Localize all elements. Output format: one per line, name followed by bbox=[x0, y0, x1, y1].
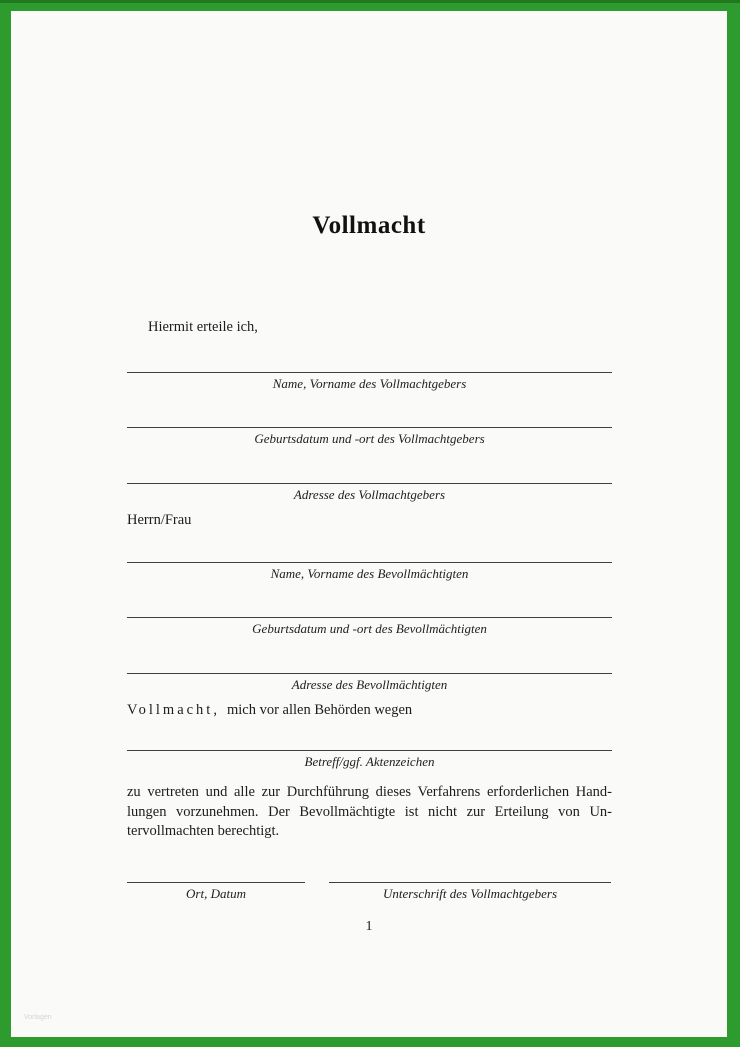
page-number: 1 bbox=[365, 919, 373, 934]
document-page bbox=[11, 11, 727, 1037]
authority-rest: mich vor allen Behörden wegen bbox=[226, 702, 413, 718]
intro-text: Hiermit erteile ich, bbox=[148, 319, 258, 335]
authority-spaced-word: Vollmacht, bbox=[127, 702, 220, 718]
field-label-agent-name: Name, Vorname des Bevollmächtigten bbox=[270, 566, 469, 581]
body-line-1: zu vertreten und alle zur Durchführung dieses Verfahrens erforderlichen Hand- bbox=[127, 784, 612, 800]
fill-in-line-grantor-address bbox=[127, 483, 612, 484]
field-label-grantor-address: Adresse des Vollmachtgebers bbox=[293, 487, 446, 502]
body-line-3: tervollmachten berechtigt. bbox=[127, 823, 280, 839]
signature-line-place-date bbox=[127, 882, 305, 883]
fill-in-line-subject bbox=[127, 750, 612, 751]
authority-sentence bbox=[127, 701, 412, 720]
fill-in-line-grantor-name bbox=[127, 372, 612, 373]
fill-in-line-agent-address bbox=[127, 673, 612, 674]
field-label-agent-address: Adresse des Bevollmächtigten bbox=[291, 677, 448, 692]
signature-label-grantor: Unterschrift des Vollmachtgebers bbox=[382, 886, 558, 901]
field-label-grantor-birth: Geburtsdatum und -ort des Vollmachtgebers bbox=[254, 431, 485, 446]
body-line-2: lungen vorzunehmen. Der Bevollmächtigte ist nicht zur Erteilung von Un- bbox=[127, 803, 612, 820]
signature-line-grantor bbox=[329, 882, 611, 883]
fill-in-line-agent-birth bbox=[127, 617, 612, 618]
fill-in-line-grantor-birth bbox=[127, 427, 612, 428]
field-label-agent-birth: Geburtsdatum und -ort des Bevollmächtigten bbox=[252, 621, 487, 636]
document-title: Vollmacht bbox=[312, 212, 426, 239]
fill-in-line-agent-name bbox=[127, 562, 612, 563]
field-label-grantor-name: Name, Vorname des Vollmachtgebers bbox=[272, 376, 467, 391]
signature-label-place-date: Ort, Datum bbox=[186, 886, 246, 901]
salutation-text: Herrn/Frau bbox=[127, 512, 192, 528]
watermark-text: Vorlagen bbox=[24, 1014, 52, 1021]
body-paragraph bbox=[127, 783, 612, 842]
field-label-subject: Betreff/ggf. Aktenzeichen bbox=[304, 754, 435, 769]
